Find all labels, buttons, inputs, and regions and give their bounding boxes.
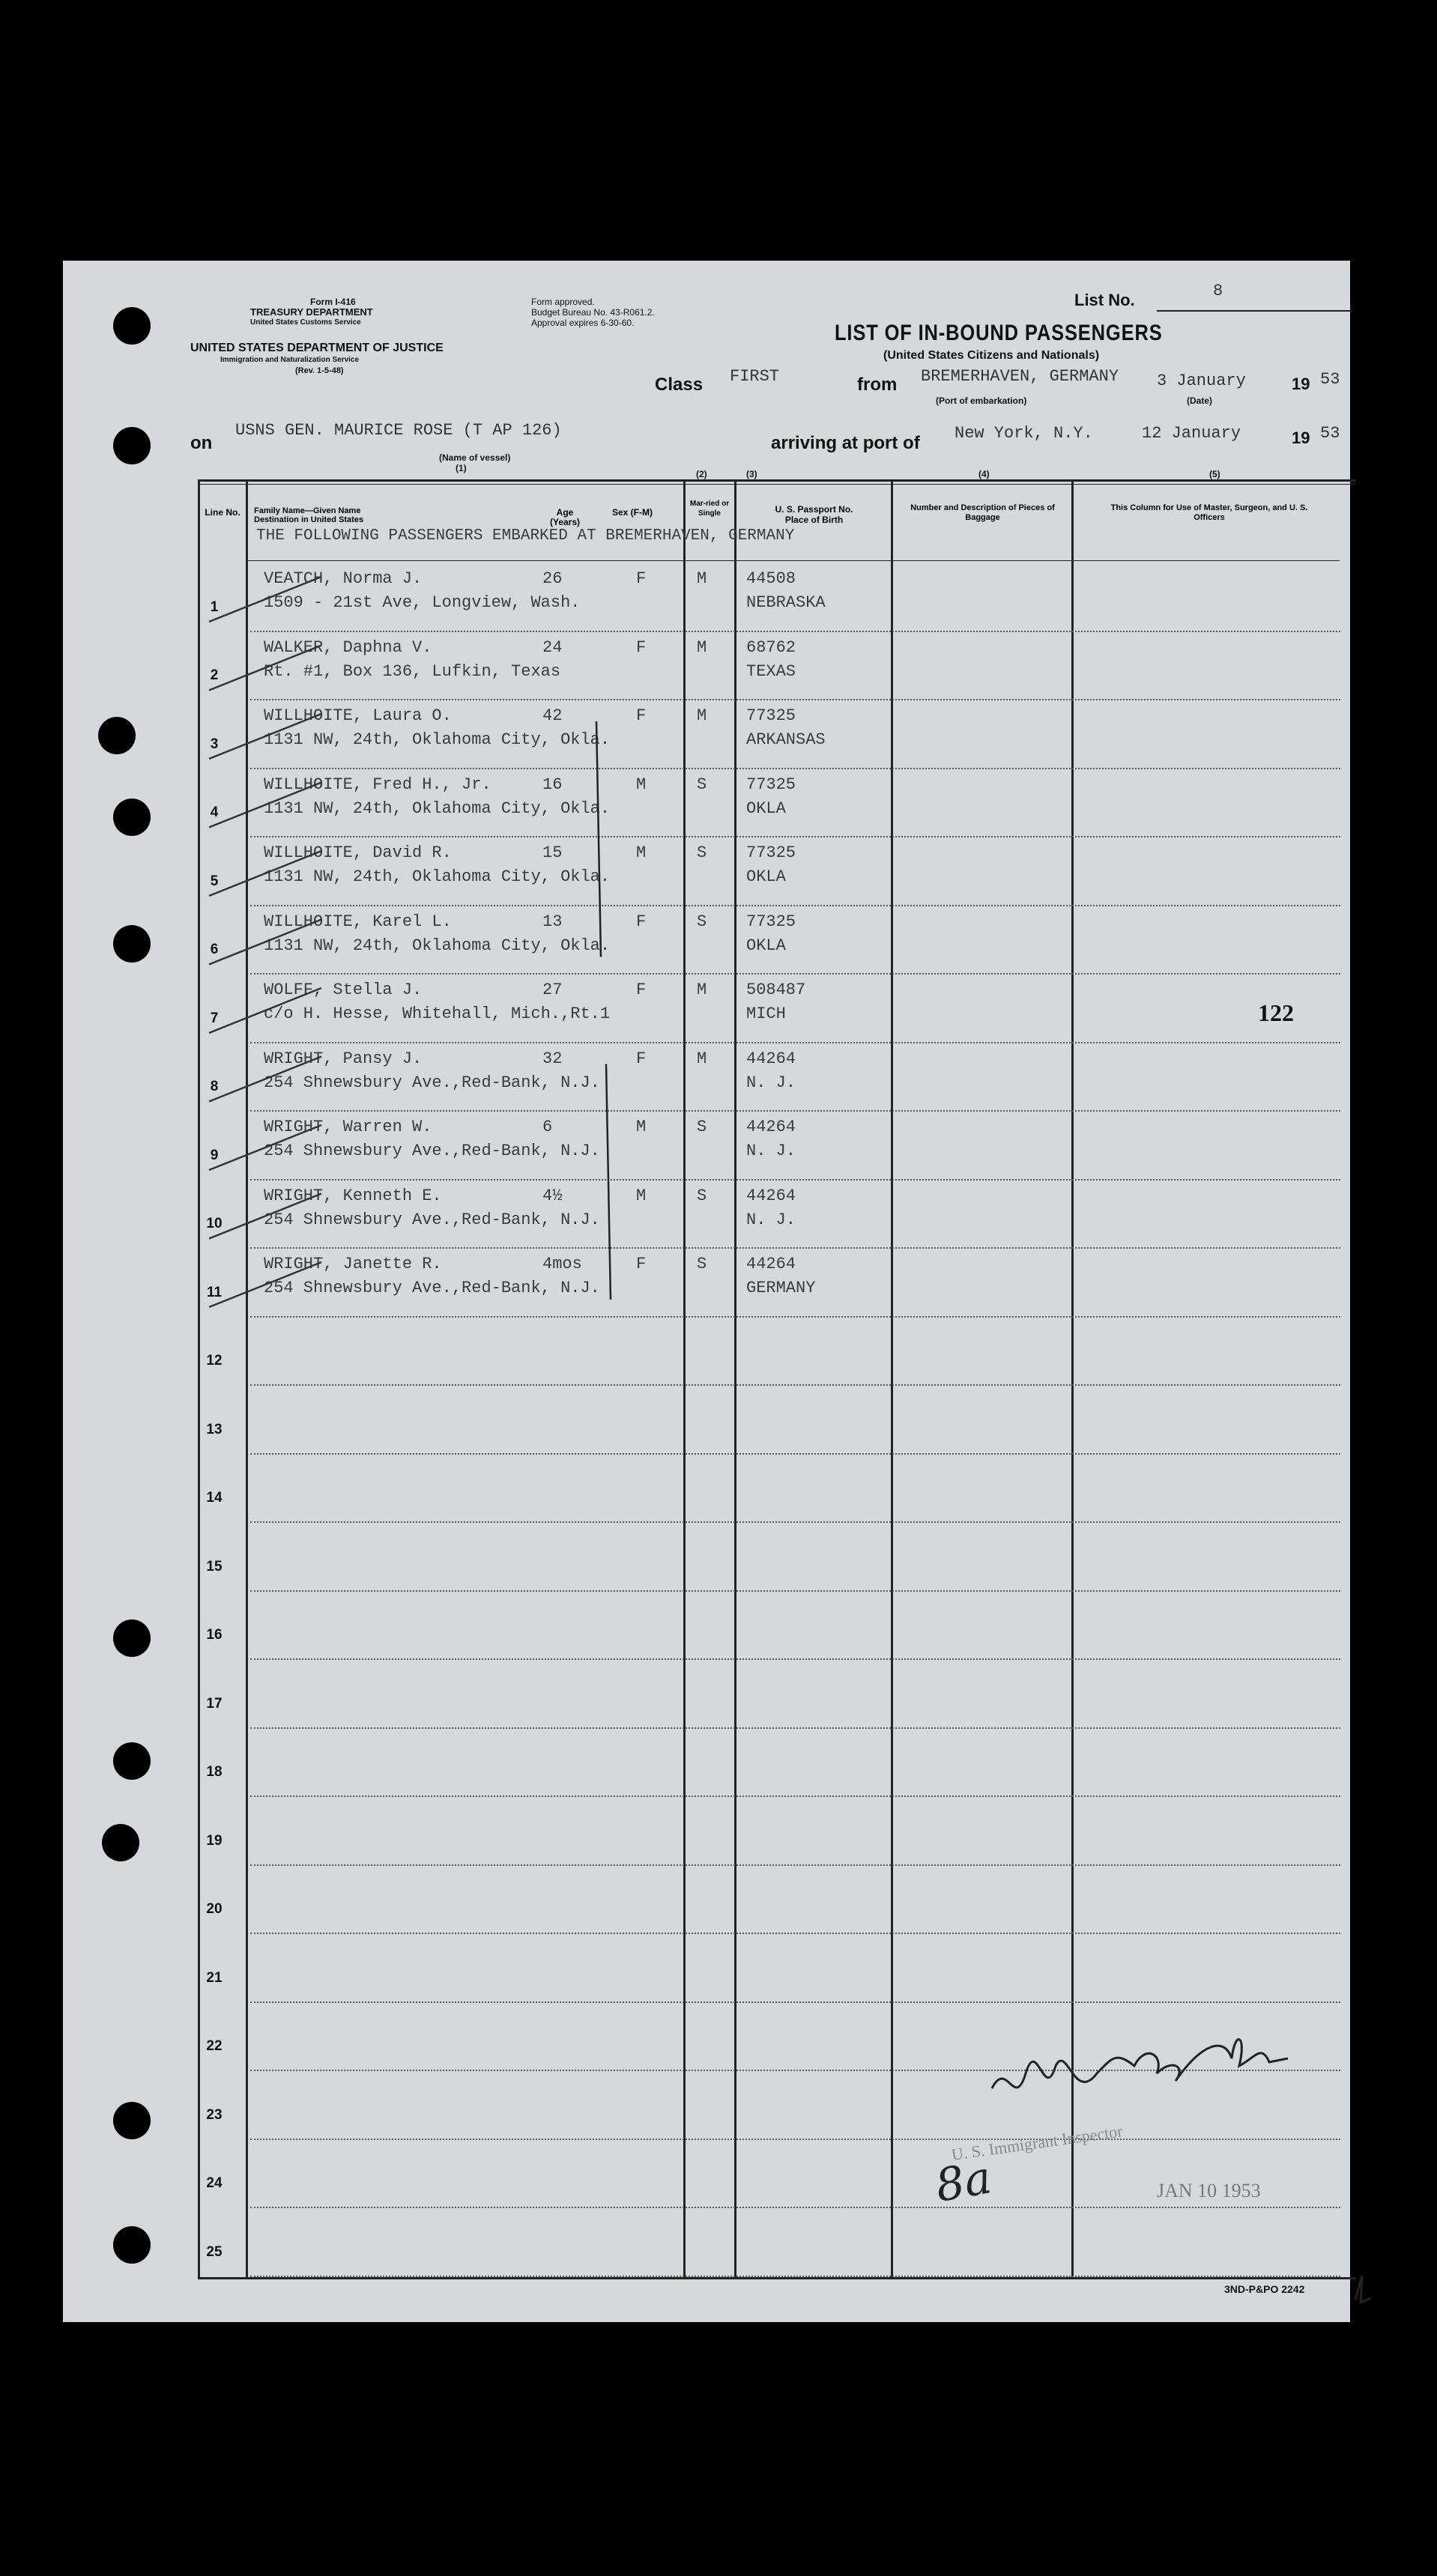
class-value: FIRST xyxy=(730,367,780,386)
passenger-name: WALKER, Daphna V. xyxy=(264,637,432,657)
passenger-address: 1131 NW, 24th, Oklahoma City, Okla. xyxy=(264,936,611,955)
line-number: 7 xyxy=(210,1010,219,1026)
line-number: 15 xyxy=(206,1558,223,1575)
passenger-marital: M xyxy=(697,706,707,725)
punch-hole xyxy=(102,1824,139,1861)
passenger-age: 6 xyxy=(542,1118,553,1136)
line-number: 18 xyxy=(206,1764,223,1780)
passenger-sex: M xyxy=(636,843,647,862)
passenger-sex: F xyxy=(636,1049,647,1068)
passenger-marital: M xyxy=(697,569,707,588)
check-mark-icon xyxy=(1352,2270,1374,2307)
treasury-dept: TREASURY DEPARTMENT xyxy=(250,306,373,318)
embark-port: BREMERHAVEN, GERMANY xyxy=(921,367,1119,386)
arriving-label: arriving at port of xyxy=(771,433,920,453)
passenger-name: WRIGHT, Pansy J. xyxy=(264,1049,423,1068)
passenger-name: WRIGHT, Janette R. xyxy=(264,1255,442,1273)
punch-hole xyxy=(113,1619,151,1657)
line-number: 25 xyxy=(206,2243,223,2260)
col-destination: Destination in United States xyxy=(254,515,364,524)
passenger-address: 254 Shnewsbury Ave.,Red-Bank, N.J. xyxy=(264,1073,600,1092)
col-age: Age (Years) xyxy=(549,507,581,527)
line-number: 8 xyxy=(210,1079,219,1094)
passport-number: 68762 xyxy=(746,637,796,657)
passport-number: 77325 xyxy=(746,775,796,794)
passenger-address: 254 Shnewsbury Ave.,Red-Bank, N.J. xyxy=(264,1142,600,1160)
line-number: 10 xyxy=(206,1216,223,1231)
col-sex: Sex (F-M) xyxy=(612,507,653,518)
passenger-age: 15 xyxy=(542,843,563,862)
birthplace: NEBRASKA xyxy=(746,593,826,612)
passenger-marital: M xyxy=(697,1049,707,1068)
passport-number: 44508 xyxy=(746,569,796,588)
date-stamp: JAN 10 1953 xyxy=(1157,2180,1261,2201)
class-label: Class xyxy=(655,375,704,395)
vessel-num: (1) xyxy=(456,463,467,473)
passenger-age: 32 xyxy=(542,1049,563,1068)
approval-line-3: Approval expires 6-30-60. xyxy=(531,318,635,328)
passenger-name: VEATCH, Norma J. xyxy=(264,569,423,588)
passenger-age: 16 xyxy=(542,775,563,794)
family-bracket xyxy=(606,1064,611,1300)
punch-hole xyxy=(113,1742,151,1780)
embark-year-prefix: 19 xyxy=(1292,375,1310,393)
punch-hole xyxy=(113,2102,151,2139)
port-embark-caption: (Port of embarkation) xyxy=(936,396,1027,406)
line-number: 4 xyxy=(210,804,219,820)
arrival-date: 12 January xyxy=(1142,424,1241,443)
col-married: Mar-ried or Single xyxy=(689,500,730,518)
col-num-3a: (3) xyxy=(746,469,757,479)
passenger-sex: F xyxy=(636,912,647,931)
inspector-stamp: U. S. Immigrant Inspector xyxy=(950,2121,1124,2164)
passport-number: 77325 xyxy=(746,843,796,862)
punch-hole xyxy=(113,427,151,464)
punch-hole xyxy=(113,307,151,345)
list-no-label: List No. xyxy=(1074,291,1135,309)
passenger-marital: S xyxy=(697,775,707,794)
birthplace: OKLA xyxy=(746,798,786,818)
passenger-address: 254 Shnewsbury Ave.,Red-Bank, N.J. xyxy=(264,1210,600,1229)
passenger-name: WOLFF, Stella J. xyxy=(264,981,423,999)
passenger-name: WILLHOITE, Karel L. xyxy=(264,912,452,931)
line-number: 12 xyxy=(206,1353,223,1369)
col-num-5a: (5) xyxy=(1209,469,1220,479)
printer-code: 3ND-P&PO 2242 xyxy=(1224,2283,1305,2295)
from-label: from xyxy=(857,375,898,395)
passenger-address: 254 Shnewsbury Ave.,Red-Bank, N.J. xyxy=(264,1279,600,1297)
punch-hole xyxy=(98,717,136,754)
revision: (Rev. 1-5-48) xyxy=(295,366,344,375)
handwritten-initials: 8a xyxy=(931,2151,996,2213)
approval-line-1: Form approved. xyxy=(531,297,595,307)
embark-date: 3 January xyxy=(1157,372,1246,390)
col-official: This Column for Use of Master, Surgeon, and U. S. Officers xyxy=(1110,503,1308,522)
arrival-port: New York, N.Y. xyxy=(955,424,1093,443)
col-name: Family Name—Given Name xyxy=(254,506,361,515)
line-number: 2 xyxy=(210,667,219,683)
passenger-address: Rt. #1, Box 136, Lufkin, Texas xyxy=(264,661,561,681)
passenger-marital: S xyxy=(697,843,707,862)
passenger-sex: F xyxy=(636,706,647,725)
passport-number: 44264 xyxy=(746,1118,796,1136)
passport-number: 77325 xyxy=(746,706,796,725)
passenger-name: WILLHOITE, Laura O. xyxy=(264,706,452,725)
birthplace: GERMANY xyxy=(746,1279,816,1297)
line-number: 23 xyxy=(206,2106,223,2123)
passenger-sex: M xyxy=(636,775,647,794)
passport-number: 44264 xyxy=(746,1186,796,1205)
col-num-4a: (4) xyxy=(978,469,990,479)
passenger-name: WILLHOITE, David R. xyxy=(264,843,452,862)
passenger-sex: F xyxy=(636,569,647,588)
passenger-name: WRIGHT, Warren W. xyxy=(264,1118,432,1136)
family-brackets xyxy=(63,261,1350,2322)
passenger-address: 1509 - 21st Ave, Longview, Wash. xyxy=(264,593,581,612)
passenger-marital: M xyxy=(697,637,707,657)
punch-hole xyxy=(113,2226,151,2264)
line-number: 1 xyxy=(210,598,219,615)
birthplace: N. J. xyxy=(746,1073,796,1092)
line-number: 22 xyxy=(206,2038,223,2054)
arrival-year-prefix: 19 xyxy=(1292,428,1310,447)
form-title: LIST OF IN-BOUND PASSENGERS xyxy=(835,321,1163,345)
passenger-address: 1131 NW, 24th, Oklahoma City, Okla. xyxy=(264,867,611,886)
passenger-sex: F xyxy=(636,637,647,657)
line-number: 6 xyxy=(210,942,219,957)
line-number: 5 xyxy=(210,873,219,889)
birthplace: OKLA xyxy=(746,867,786,886)
date-caption: (Date) xyxy=(1187,396,1213,406)
line-number: 11 xyxy=(206,1284,223,1300)
line-number: 13 xyxy=(206,1421,223,1437)
passenger-marital: S xyxy=(697,1186,707,1205)
line-number: 24 xyxy=(206,2175,223,2191)
passenger-address: 1131 NW, 24th, Oklahoma City, Okla. xyxy=(264,730,611,749)
approval-line-2: Budget Bureau No. 43-R061.2. xyxy=(531,307,655,318)
birthplace: N. J. xyxy=(746,1142,796,1160)
passport-number: 44264 xyxy=(746,1049,796,1068)
justice-dept: UNITED STATES DEPARTMENT OF JUSTICE xyxy=(190,342,444,354)
manifest-page xyxy=(63,261,1350,2322)
passport-number: 44264 xyxy=(746,1255,796,1273)
passenger-sex: M xyxy=(636,1118,647,1136)
birthplace: ARKANSAS xyxy=(746,730,826,749)
passenger-address: c/o H. Hesse, Whitehall, Mich.,Rt.1 xyxy=(264,1004,611,1023)
passenger-age: 13 xyxy=(542,912,563,931)
passenger-marital: S xyxy=(697,1255,707,1273)
col-passport: U. S. Passport No. xyxy=(775,504,853,515)
embark-note: THE FOLLOWING PASSENGERS EMBARKED AT BREMERHAVEN, GERMANY xyxy=(256,527,795,545)
family-bracket xyxy=(596,721,601,957)
col-birthplace: Place of Birth xyxy=(784,515,844,525)
birthplace: OKLA xyxy=(746,936,786,955)
form-number: Form I-416 xyxy=(310,297,356,307)
line-number: 19 xyxy=(206,1832,223,1849)
passenger-marital: S xyxy=(697,1118,707,1136)
arrival-year: 53 xyxy=(1320,424,1340,443)
line-number: 17 xyxy=(206,1695,223,1712)
punch-hole xyxy=(113,925,151,963)
col-line-no: Line No. xyxy=(205,507,240,518)
col-num-2a: (2) xyxy=(696,469,707,479)
passenger-name: WILLHOITE, Fred H., Jr. xyxy=(264,775,491,794)
on-label: on xyxy=(190,433,213,453)
passenger-sex: F xyxy=(636,981,647,999)
passenger-age: 24 xyxy=(542,637,563,657)
passenger-age: 42 xyxy=(542,706,563,725)
passenger-age: 26 xyxy=(542,569,563,588)
passenger-age: 4mos xyxy=(542,1255,582,1273)
embark-year: 53 xyxy=(1320,370,1340,389)
birthplace: N. J. xyxy=(746,1210,796,1229)
passenger-sex: M xyxy=(636,1186,647,1205)
punch-hole xyxy=(113,798,151,836)
passenger-name: WRIGHT, Kenneth E. xyxy=(264,1186,442,1205)
vessel-caption: (Name of vessel) xyxy=(439,452,511,463)
official-count: 122 xyxy=(1258,999,1294,1026)
passenger-age: 27 xyxy=(542,981,563,999)
passport-number: 508487 xyxy=(746,981,806,999)
line-number: 16 xyxy=(206,1627,223,1643)
form-subtitle: (United States Citizens and Nationals) xyxy=(883,349,1100,362)
passenger-address: 1131 NW, 24th, Oklahoma City, Okla. xyxy=(264,798,611,818)
birthplace: MICH xyxy=(746,1004,786,1023)
customs-service: United States Customs Service xyxy=(250,318,361,327)
passenger-age: 4½ xyxy=(542,1186,563,1205)
col-baggage: Number and Description of Pieces of Baggage xyxy=(910,503,1055,522)
line-number: 20 xyxy=(206,1901,223,1917)
line-number: 3 xyxy=(210,736,219,752)
line-number: 9 xyxy=(210,1147,219,1163)
list-no-value: 8 xyxy=(1213,282,1223,300)
vessel-name: USNS GEN. MAURICE ROSE (T AP 126) xyxy=(235,421,562,440)
passenger-sex: F xyxy=(636,1255,647,1273)
line-number: 21 xyxy=(206,1969,223,1986)
ins-service: Immigration and Naturalization Service xyxy=(220,356,360,364)
passenger-marital: M xyxy=(697,981,707,999)
passenger-marital: S xyxy=(697,912,707,931)
birthplace: TEXAS xyxy=(746,661,796,681)
line-number: 14 xyxy=(206,1490,223,1506)
passport-number: 77325 xyxy=(746,912,796,931)
